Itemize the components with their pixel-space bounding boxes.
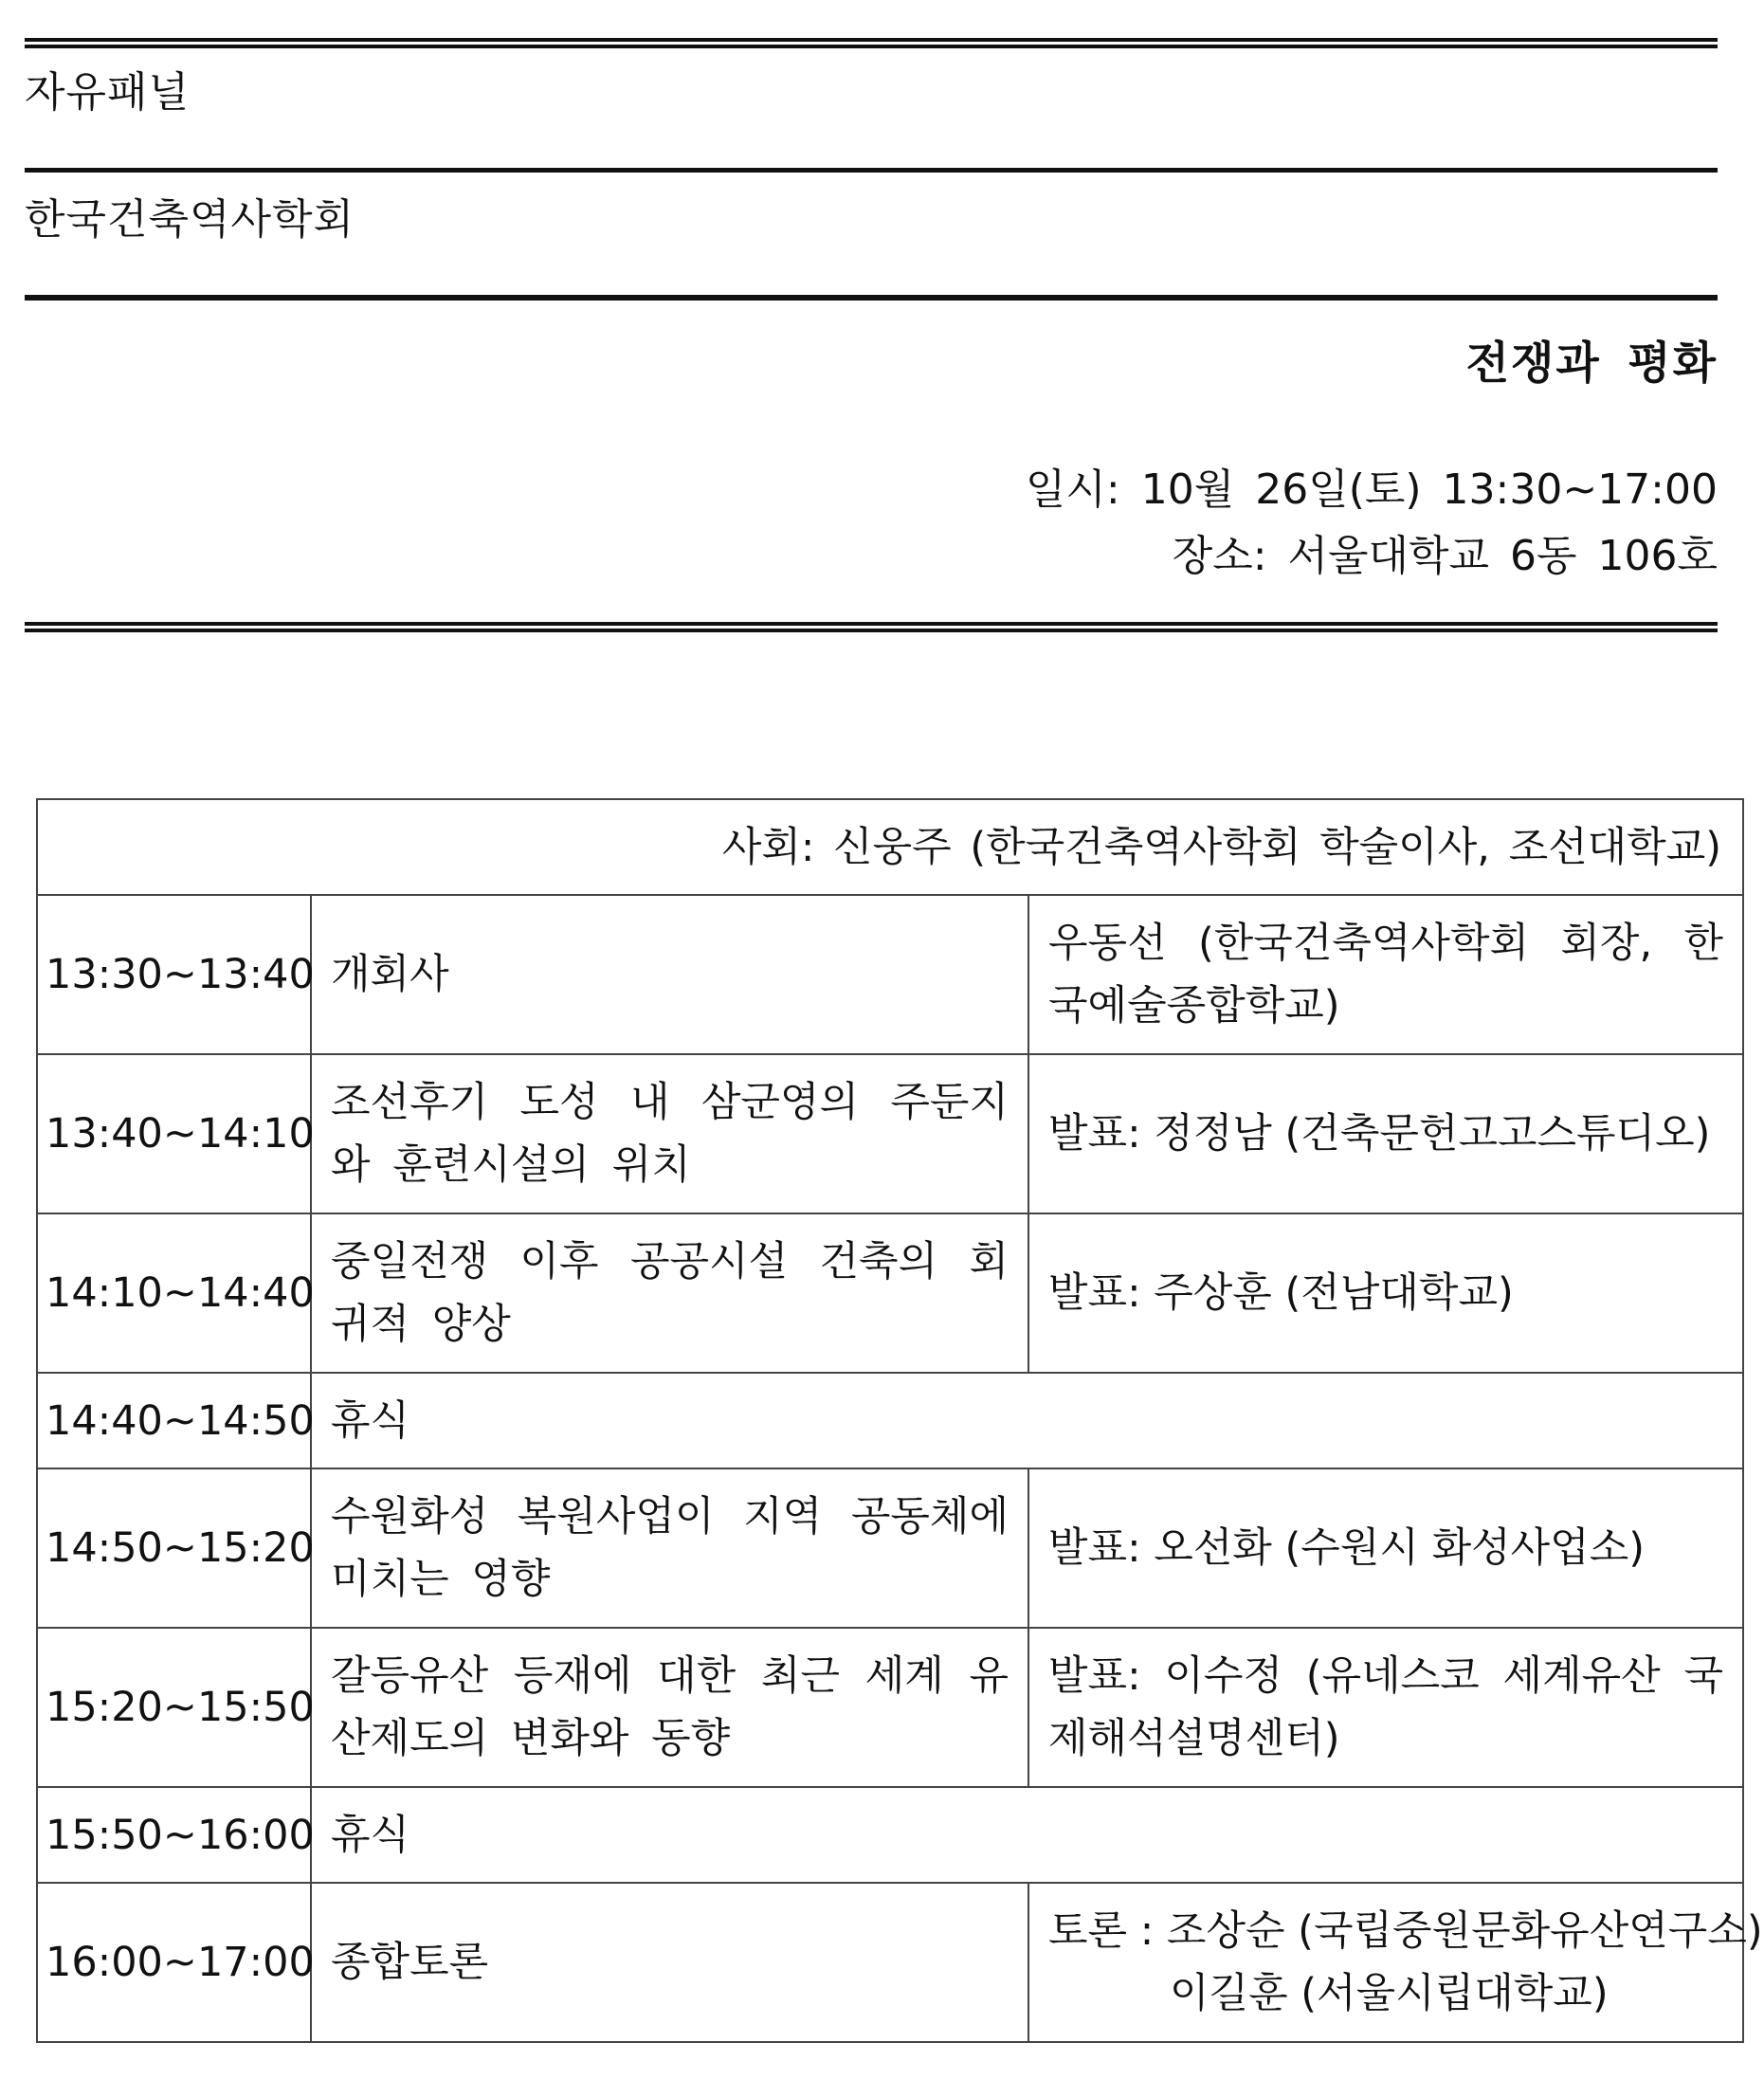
time-cell: 13:40~14:10 [37,1054,311,1213]
discussion-cell [1028,1883,1763,2042]
time-cell: 13:30~13:40 [37,895,311,1054]
rule-2 [25,295,1718,301]
session-datetime: 일시: 10월 26일(토) 13:30~17:00 [1025,465,1718,514]
category-label: 자유패널 [25,68,191,117]
time-cell: 16:00~17:00 [37,1883,311,2042]
time-cell: 14:50~15:20 [37,1468,311,1628]
discussant-2: 이길훈 (서울시립대학교) [1170,1970,1609,2017]
table-row [37,1468,1743,1628]
table-row [37,895,1743,1054]
table-row [37,1213,1743,1373]
time-cell: 14:10~14:40 [37,1213,311,1373]
session-title: 전쟁과 평화 [1465,337,1718,390]
time-cell: 14:40~14:50 [37,1373,311,1468]
rule-1 [25,168,1718,173]
program-cell: 중일전쟁 이후 공공시설 건축의 회귀적 양상 [311,1213,1028,1373]
program-cell: 휴식 [311,1373,1743,1468]
schedule-table [36,798,1763,2043]
society-name: 한국건축역사학회 [25,195,355,244]
top-double-rule [25,38,1718,48]
person-cell: 발표: 주상훈 (전남대학교) [1028,1213,1743,1373]
session-venue: 장소: 서울대학교 6동 106호 [1172,532,1718,580]
table-row [37,1883,1743,2042]
moderator-cell: 사회: 신웅주 (한국건축역사학회 학술이사, 조선대학교) [37,799,1743,895]
person-cell: 발표: 정정남 (건축문헌고고스튜디오) [1028,1054,1743,1213]
program-cell: 조선후기 도성 내 삼군영의 주둔지와 훈련시설의 위치 [311,1054,1028,1213]
program-cell: 갈등유산 등재에 대한 최근 세계 유산제도의 변화와 동향 [311,1628,1028,1787]
program-cell: 수원화성 복원사업이 지역 공동체에 미치는 영향 [311,1468,1028,1628]
program-cell: 휴식 [311,1787,1743,1883]
table-row [37,1054,1743,1213]
person-cell: 우동선 (한국건축역사학회 회장, 한국예술종합학교) [1028,895,1743,1054]
bottom-double-rule [25,622,1718,632]
person-cell: 발표: 이수정 (유네스코 세계유산 국제해석설명센터) [1028,1628,1743,1787]
table-row-break [37,1373,1743,1468]
time-cell: 15:20~15:50 [37,1628,311,1787]
program-cell: 종합토론 [311,1883,1028,2042]
table-row-break [37,1787,1743,1883]
discussant-1: 토론 : 조상순 (국립중원문화유산연구소) [1048,1907,1763,1955]
table-row [37,1628,1743,1787]
time-cell: 15:50~16:00 [37,1787,311,1883]
moderator-row [37,799,1743,895]
program-cell: 개회사 [311,895,1028,1054]
person-cell: 발표: 오선화 (수원시 화성사업소) [1028,1468,1743,1628]
